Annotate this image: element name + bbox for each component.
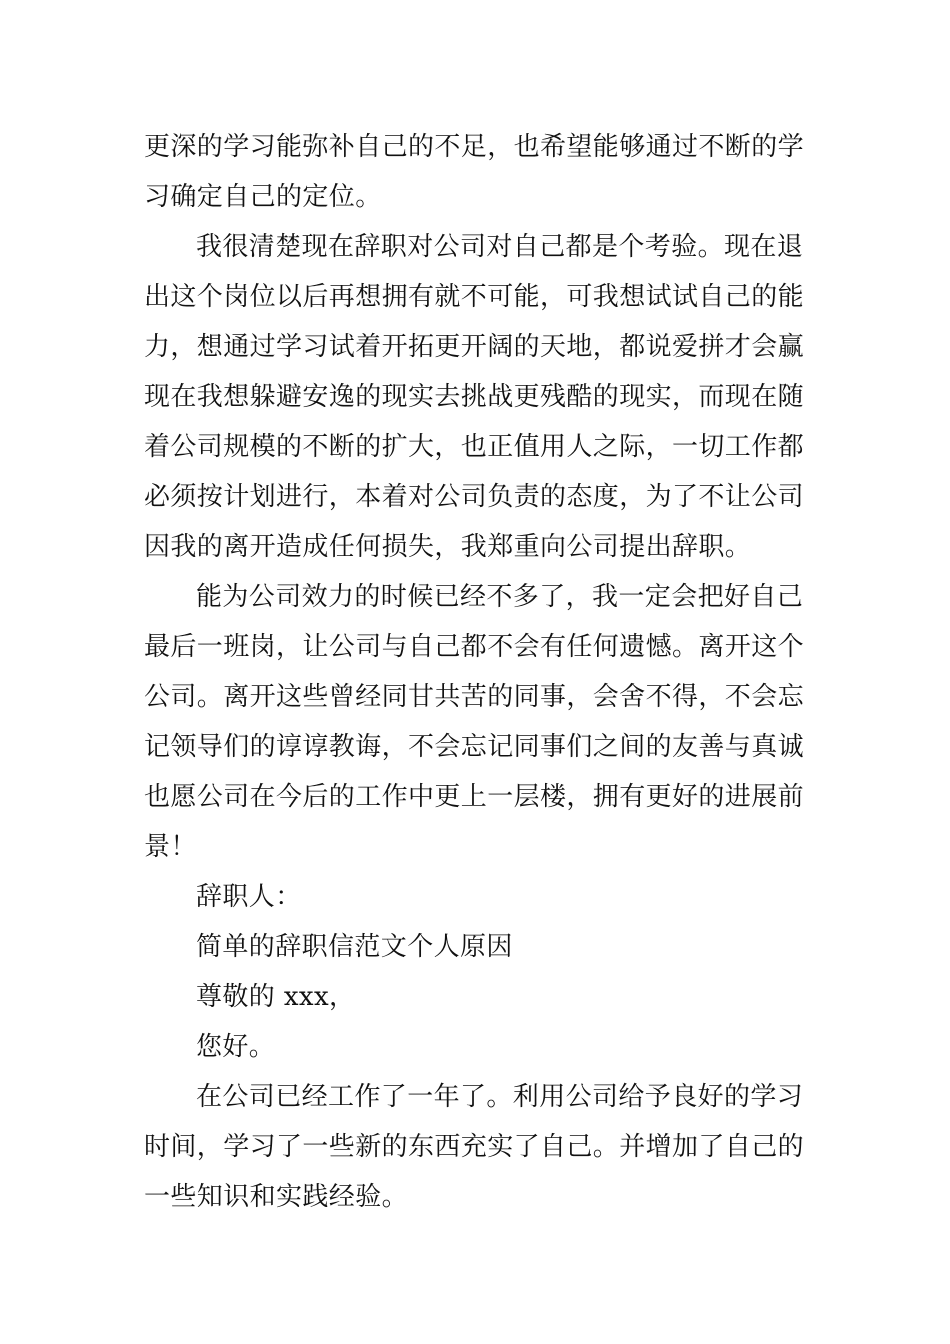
text-line-11: 最后一班岗，让公司与自己都不会有任何遗憾。离开这个 [144,632,805,662]
greeting: 您好。 [196,1032,276,1062]
text-line-10: 能为公司效力的时候已经不多了，我一定会把好自己 [196,582,804,612]
text-line-15: 景！ [144,832,197,862]
text-line-14: 也愿公司在今后的工作中更上一层楼，拥有更好的进展前 [144,782,805,812]
signature-label: 辞职人： [196,882,302,912]
text-line-2: 习确定自己的定位。 [144,182,382,212]
text-line-1: 更深的学习能弥补自己的不足，也希望能够通过不断的学 [144,132,805,162]
section-heading: 简单的辞职信范文个人原因 [196,932,513,962]
text-line-13: 记领导们的谆谆教诲，不会忘记同事们之间的友善与真诚 [144,732,805,762]
text-line-9: 因我的离开造成任何损失，我郑重向公司提出辞职。 [144,532,752,562]
text-line-8: 必须按计划进行，本着对公司负责的态度，为了不让公司 [144,482,805,512]
text-line-21: 时间，学习了一些新的东西充实了自己。并增加了自己的 [144,1132,805,1162]
text-line-6: 现在我想躲避安逸的现实去挑战更残酷的现实，而现在随 [144,382,805,412]
salutation: 尊敬的 xxx， [196,982,356,1012]
text-line-12: 公司。离开这些曾经同甘共苦的同事，会舍不得，不会忘 [144,682,805,712]
text-line-3: 我很清楚现在辞职对公司对自己都是个考验。现在退 [196,232,804,262]
text-line-20: 在公司已经工作了一年了。利用公司给予良好的学习 [196,1082,804,1112]
text-line-22: 一些知识和实践经验。 [144,1182,409,1212]
text-line-7: 着公司规模的不断的扩大，也正值用人之际，一切工作都 [144,432,805,462]
text-line-4: 出这个岗位以后再想拥有就不可能，可我想试试自己的能 [144,282,805,312]
document-body [144,122,810,1222]
text-line-5: 力，想通过学习试着开拓更开阔的天地，都说爱拼才会赢 [144,332,805,362]
